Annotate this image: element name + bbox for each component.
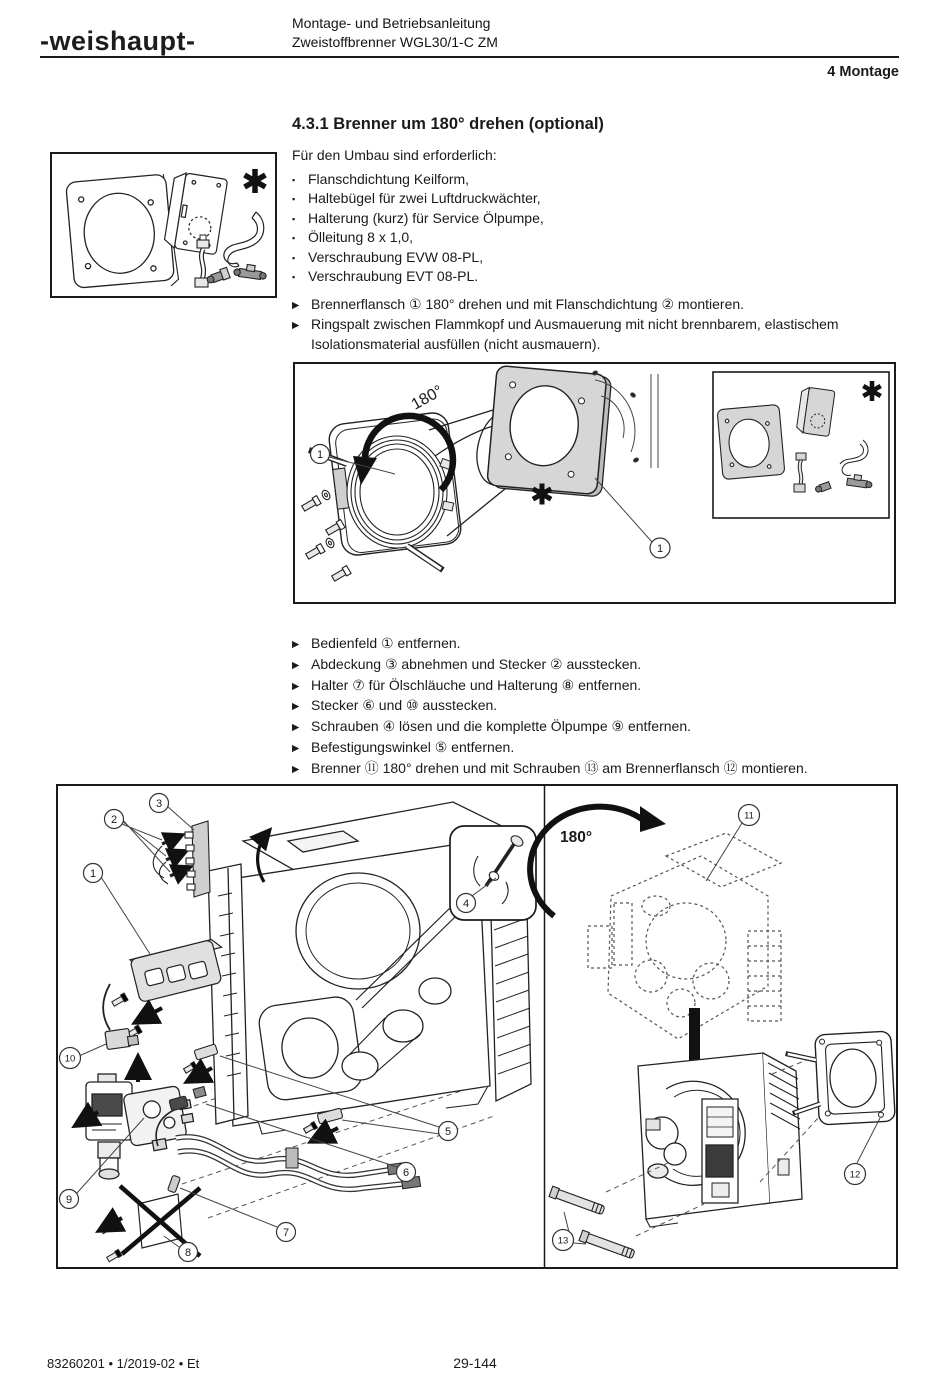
callout-5 bbox=[439, 1122, 458, 1141]
step-item bbox=[292, 738, 914, 758]
bullet-icon: ▶ bbox=[292, 680, 300, 692]
burner-rotated bbox=[638, 1053, 802, 1227]
parts-kit-drawing bbox=[52, 154, 275, 296]
footer-page-number: 29-144 bbox=[453, 1355, 497, 1371]
document-title-line2: Zweistoffbrenner WGL30/1-C ZM bbox=[292, 34, 498, 50]
callout-10 bbox=[60, 1048, 81, 1069]
bullet-icon: ▪ bbox=[292, 174, 296, 185]
bullet-icon: ▪ bbox=[292, 194, 296, 204]
bullet-icon: ▪ bbox=[292, 272, 296, 282]
callout-6 bbox=[397, 1163, 416, 1182]
terminal-comb bbox=[185, 821, 210, 897]
callout-2 bbox=[105, 810, 124, 829]
step-item bbox=[292, 676, 914, 696]
step-item bbox=[292, 634, 914, 654]
list-item-text: Verschraubung EVW 08-PL, bbox=[308, 248, 484, 265]
section-title: 4.3.1 Brenner um 180° drehen (optional) bbox=[292, 115, 604, 133]
bullet-icon: ▪ bbox=[292, 233, 296, 243]
bullet-icon: ▪ bbox=[292, 252, 296, 263]
list-item-text: Bedienfeld ① entfernen. bbox=[311, 635, 461, 651]
step-item bbox=[292, 655, 914, 675]
right-panel bbox=[530, 805, 895, 1260]
bullet-icon: ▶ bbox=[292, 320, 300, 331]
callout-1 bbox=[84, 864, 103, 883]
instruction-item bbox=[292, 295, 908, 315]
svg-text:1: 1 bbox=[89, 868, 97, 880]
list-item-text: Befestigungswinkel ⑤ entfernen. bbox=[311, 738, 515, 755]
required-part-item bbox=[292, 209, 908, 229]
list-item-text: Ölleitung 8 x 1,0, bbox=[308, 229, 414, 245]
bullet-icon: ▶ bbox=[292, 701, 300, 713]
required-part-item bbox=[292, 267, 908, 287]
svg-text:1: 1 bbox=[656, 543, 664, 555]
svg-text:3: 3 bbox=[155, 798, 163, 810]
list-item-text: Ringspalt zwischen Flammkopf und Ausmauerung mit nicht brennbarem, elastischem Isolationsmaterial ausfüllen (nicht ausmauern). bbox=[311, 316, 839, 352]
document-title bbox=[292, 14, 498, 52]
step-item bbox=[292, 717, 914, 737]
figure-burner-exploded bbox=[56, 784, 898, 1269]
svg-text:2: 2 bbox=[110, 814, 118, 826]
required-parts-list bbox=[292, 170, 908, 287]
callout-3 bbox=[150, 794, 169, 813]
bracket-plate bbox=[163, 171, 227, 254]
header-rule bbox=[40, 56, 899, 58]
oil-pump-assembly bbox=[78, 1074, 197, 1179]
rotation-label: 180° bbox=[560, 829, 593, 846]
bullet-icon: ▶ bbox=[292, 722, 300, 734]
svg-text:6: 6 bbox=[402, 1167, 410, 1179]
callout-9 bbox=[60, 1190, 79, 1209]
step-item bbox=[292, 696, 914, 716]
steps-block bbox=[292, 634, 914, 780]
instruction-list bbox=[292, 295, 908, 355]
callout-8 bbox=[179, 1243, 198, 1262]
svg-text:5: 5 bbox=[444, 1126, 452, 1138]
callout-12 bbox=[845, 1164, 866, 1185]
callout-11 bbox=[739, 805, 760, 826]
list-item-text: Halter ⑦ für Ölschläuche und Halterung ⑧ entfernen. bbox=[311, 676, 642, 693]
steps-list bbox=[292, 634, 914, 779]
parts-kit-inset bbox=[713, 372, 889, 518]
svg-text:7: 7 bbox=[282, 1227, 290, 1239]
required-part-item bbox=[292, 170, 908, 190]
svg-text:13: 13 bbox=[557, 1235, 569, 1247]
required-part-item bbox=[292, 228, 908, 248]
instruction-item bbox=[292, 315, 908, 354]
list-item-text: Abdeckung ③ abnehmen und Stecker ② ausstecken. bbox=[311, 655, 642, 672]
step-item bbox=[292, 759, 914, 779]
svg-text:8: 8 bbox=[184, 1247, 192, 1259]
required-part-item bbox=[292, 248, 908, 268]
bullet-icon: ▶ bbox=[292, 659, 300, 671]
svg-text:11: 11 bbox=[744, 810, 754, 822]
callout-7 bbox=[277, 1223, 296, 1242]
flange-rotation-drawing bbox=[295, 364, 894, 602]
clip-7 bbox=[168, 1175, 181, 1193]
rotated-burner-dashed bbox=[588, 833, 781, 1039]
list-item-text: Halterung (kurz) für Service Ölpumpe, bbox=[308, 209, 544, 226]
hook-bracket bbox=[224, 212, 264, 267]
list-item-text: Haltebügel für zwei Luftdruckwächter, bbox=[308, 190, 541, 206]
intro-line: Für den Umbau sind erforderlich: bbox=[292, 147, 497, 163]
burner-exploded-drawing bbox=[58, 786, 896, 1267]
chapter-label: 4 Montage bbox=[827, 64, 899, 80]
flange-gasket bbox=[487, 365, 612, 497]
rotation-arrow bbox=[530, 806, 666, 916]
document-title-line1: Montage- und Betriebsanleitung bbox=[292, 15, 491, 31]
svg-text:4: 4 bbox=[462, 898, 470, 910]
bullet-icon: ▶ bbox=[292, 763, 300, 775]
figure-flange-rotation bbox=[293, 362, 896, 604]
bullet-icon: ▪ bbox=[292, 213, 296, 224]
weishaupt-logo: -weishaupt- bbox=[40, 26, 196, 56]
callout-4 bbox=[457, 894, 476, 913]
burner-flange-12 bbox=[785, 1031, 896, 1126]
list-item-text: Verschraubung EVT 08-PL. bbox=[308, 268, 479, 284]
list-item-text: Flanschdichtung Keilform, bbox=[308, 170, 470, 187]
svg-text:10: 10 bbox=[64, 1053, 76, 1065]
intro-block bbox=[292, 146, 908, 355]
callout-13 bbox=[553, 1230, 574, 1251]
svg-text:9: 9 bbox=[65, 1194, 73, 1206]
figure-parts-kit bbox=[50, 152, 277, 298]
asterisk-marker bbox=[245, 169, 266, 193]
callout-1b bbox=[595, 478, 670, 558]
list-item-text: Brennerflansch ① 180° drehen und mit Flanschdichtung ② montieren. bbox=[311, 295, 745, 312]
svg-text:1: 1 bbox=[316, 449, 324, 461]
bullet-icon: ▶ bbox=[292, 742, 300, 754]
required-part-item bbox=[292, 189, 908, 209]
rotation-label: 180° bbox=[408, 382, 446, 414]
left-panel bbox=[60, 794, 537, 1263]
bullet-icon: ▶ bbox=[292, 299, 300, 311]
bullet-icon: ▶ bbox=[292, 639, 300, 650]
svg-text:12: 12 bbox=[849, 1169, 861, 1181]
list-item-text: Brenner ⑪ 180° drehen und mit Schrauben ⑬ am Brennerflansch ⑫ montieren. bbox=[311, 759, 808, 776]
footer-document-id: 83260201 • 1/2019-02 • Et bbox=[47, 1356, 200, 1371]
list-item-text: Schrauben ④ lösen und die komplette Ölpumpe ⑨ entfernen. bbox=[311, 718, 691, 735]
list-item-text: Stecker ⑥ und ⑩ ausstecken. bbox=[311, 697, 498, 714]
flange-gasket bbox=[66, 174, 179, 295]
